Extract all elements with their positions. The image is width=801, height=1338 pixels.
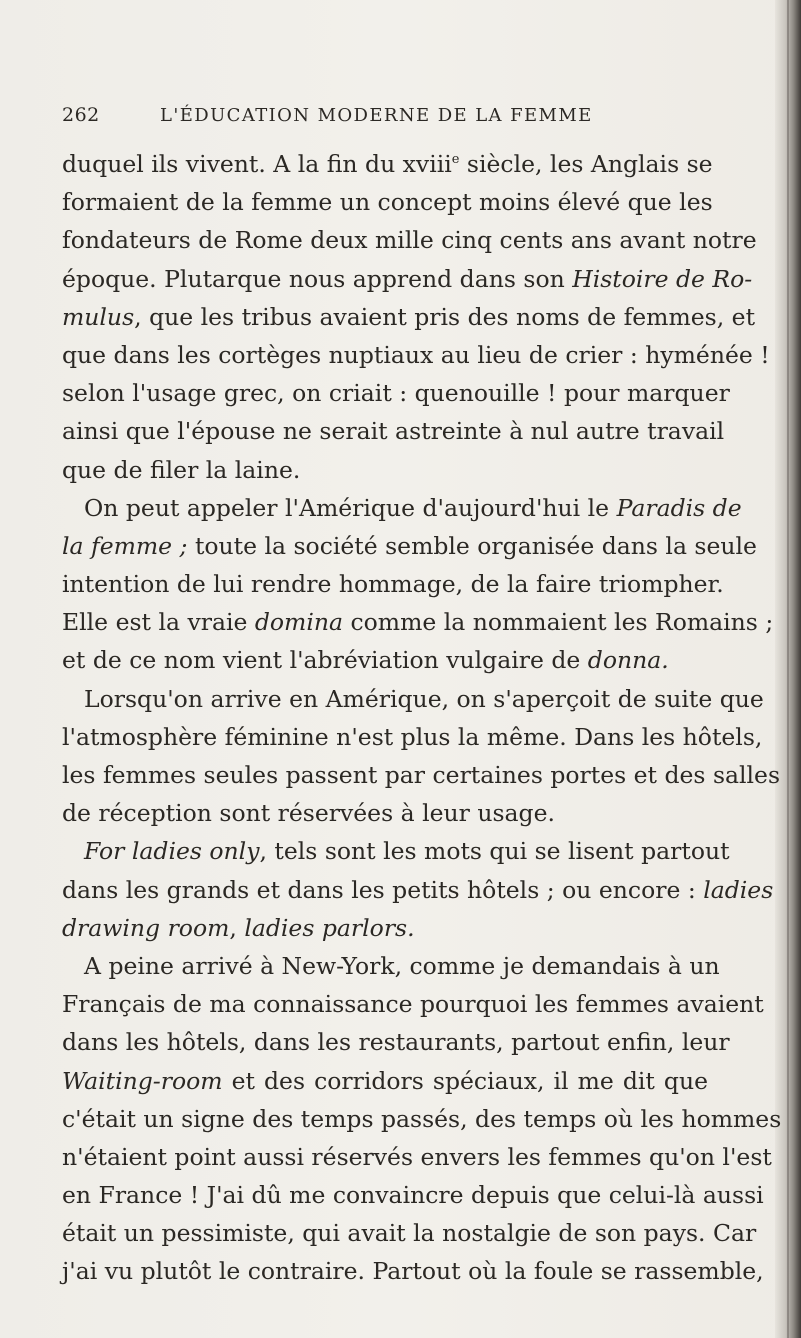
binding-shadow-line (787, 0, 789, 1338)
text-line: Elle est la vraie domina comme la nommaient les Romains ; (62, 608, 774, 637)
text-line: et de ce nom vient l'abréviation vulgaire de donna. (62, 646, 669, 675)
text-line: For ladies only, tels sont les mots qui se lisent partout (84, 837, 730, 866)
text-line: que dans les cortèges nuptiaux au lieu de crier : hyménée ! (62, 340, 770, 369)
text-line: dans les hôtels, dans les restaurants, partout enfin, leur (62, 1028, 730, 1057)
page-header (62, 104, 702, 128)
text-line: duquel ils vivent. A la fin du xviii$^e$ siècle, les Anglais se (62, 150, 713, 178)
text-line: j'ai vu plutôt le contraire. Partout où la foule se rassemble, (62, 1257, 764, 1286)
text-line: Lorsqu'on arrive en Amérique, on s'aperçoit de suite que (84, 684, 764, 713)
text-line: n'étaient point aussi réservés envers les femmes qu'on l'est (62, 1142, 772, 1171)
text-line: de réception sont réservées à leur usage. (62, 799, 555, 828)
text-line: en France ! J'ai dû me convaincre depuis que celui-là aussi (62, 1181, 764, 1210)
text-line: formaient de la femme un concept moins élevé que les (62, 188, 713, 217)
text-line: Français de ma connaissance pourquoi les femmes avaient (62, 990, 764, 1019)
text-line: fondateurs de Rome deux mille cinq cents ans avant notre (62, 226, 757, 255)
text-line: A peine arrivé à New-York, comme je demandais à un (84, 951, 720, 980)
text-line: Waiting-room et des corridors spéciaux, il me dit que (62, 1066, 708, 1095)
text-line: On peut appeler l'Amérique d'aujourd'hui le Paradis de (84, 493, 742, 522)
text-line: la femme ; toute la société semble organisée dans la seule (62, 531, 757, 560)
page-binding-edge (775, 0, 801, 1338)
text-line: dans les grands et dans les petits hôtels ; ou encore : ladies (62, 875, 774, 904)
text-line: selon l'usage grec, on criait : quenouille ! pour marquer (62, 379, 730, 408)
text-line: les femmes seules passent par certaines portes et des salles (62, 761, 781, 789)
text-line: l'atmosphère féminine n'est plus la même. Dans les hôtels, (62, 722, 763, 751)
text-line: ainsi que l'épouse ne serait astreinte à nul autre travail (62, 417, 725, 446)
text-line: drawing room, ladies parlors. (62, 913, 415, 942)
text-line: mulus, que les tribus avaient pris des noms de femmes, et (62, 302, 756, 331)
body-text (62, 145, 782, 1291)
text-line: était un pessimiste, qui avait la nostalgie de son pays. Car (62, 1219, 757, 1248)
text-line: époque. Plutarque nous apprend dans son Histoire de Ro- (62, 264, 753, 293)
page-number: 262 (62, 104, 100, 126)
text-line: intention de lui rendre hommage, de la faire triompher. (62, 570, 724, 599)
text-line: c'était un signe des temps passés, des temps où les hommes (62, 1104, 782, 1133)
text-line: que de filer la laine. (62, 455, 301, 484)
running-head: L'ÉDUCATION MODERNE DE LA FEMME (160, 105, 593, 126)
